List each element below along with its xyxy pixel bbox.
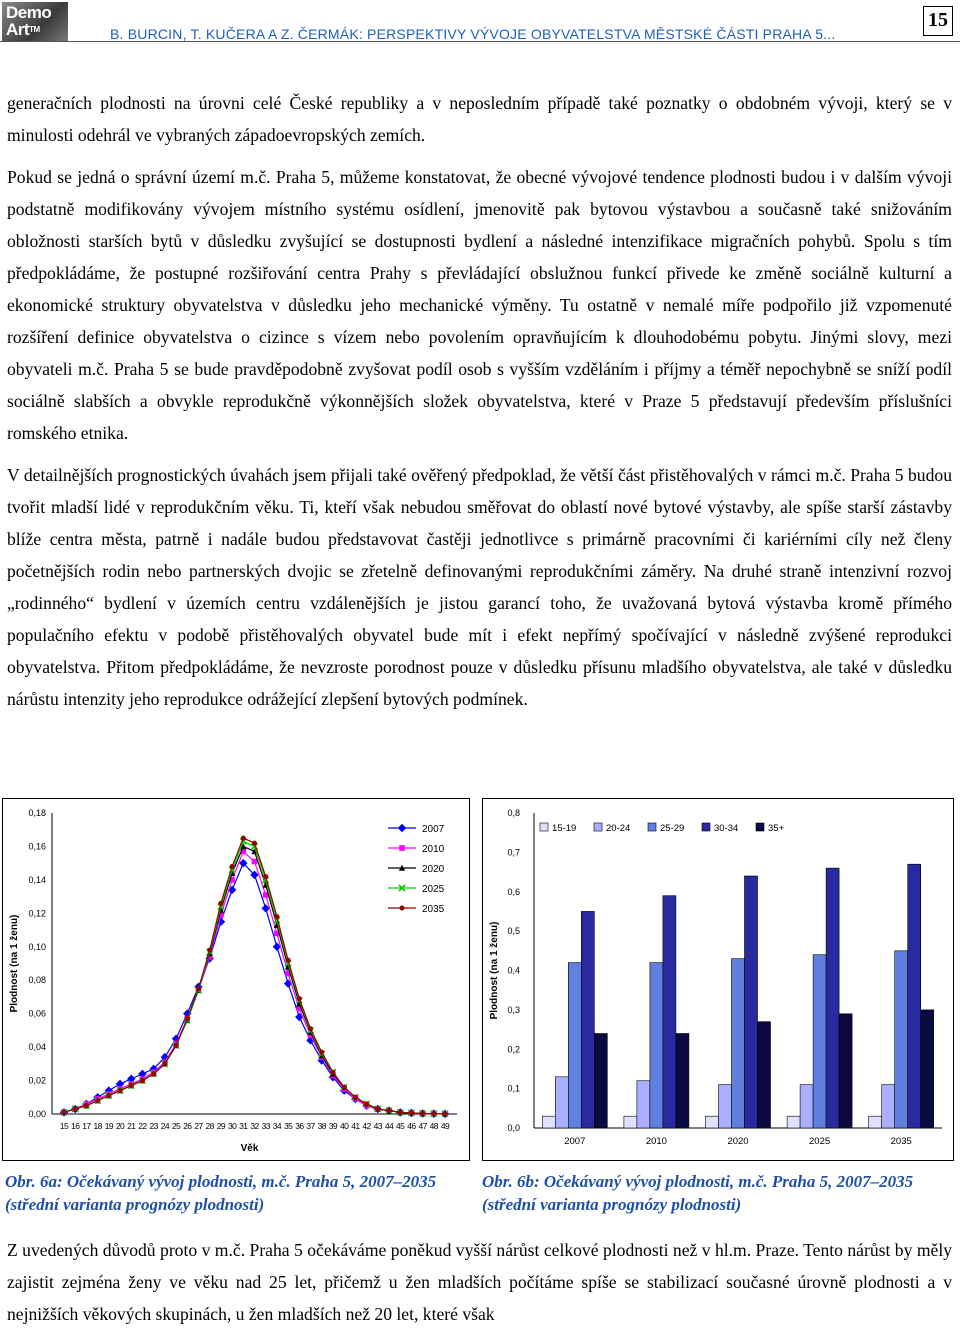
- data-point-2035: [129, 1083, 134, 1088]
- legend-label-2035: 2035: [422, 904, 445, 915]
- x-tick-label-a: 27: [194, 1121, 203, 1131]
- y-tick-label-b: 0,7: [507, 847, 520, 858]
- x-tick-label-a: 35: [283, 1121, 293, 1131]
- y-tick-label-b: 0,8: [507, 808, 520, 818]
- x-tick-label-b: 2010: [645, 1136, 667, 1147]
- bar-20-24-2025: [800, 1085, 813, 1128]
- y-tick-label-b: 0,0: [507, 1123, 520, 1133]
- data-point-2035: [151, 1071, 156, 1076]
- legend-label-2025: 2025: [422, 884, 445, 895]
- legend-swatch-30-34: [702, 823, 710, 831]
- data-point-2035: [330, 1070, 335, 1075]
- data-point-2035: [353, 1095, 358, 1100]
- header-rule: [0, 41, 960, 42]
- caption-6b: Obr. 6b: Očekávaný vývoj plodnosti, m.č. Praha 5, 2007–2035 (střední varianta prognózy plodnosti): [482, 1172, 914, 1214]
- paragraph-2: Pokud se jedná o správní území m.č. Praha 5, můžeme konstatovat, že obecné vývojové tendence plodnosti budou i v dalším vývoji podstatně modifikovány vývojem místního systému osídlení, jmenovitě pak bytovou výstavbou a současně také snižováním obložnosti starších bytů v důsledku zvyšující se dostupnosti bydlení a následné intenzifikace migračních pohybů. Spolu s tím předpokládáme, že postupné rozšiřování centra Prahy s převládající obslužnou funkcí přivede ke změně sociálně kulturní a ekonomické struktury obyvatelstva v důsledku jeho mechanické výměny. Tu ostatně v nemalé míře podpořilo již vzpomenuté rozšíření definice obyvatelstva o cizince s vízem nebo povolením opravňujícím k dlouhodobému pobytu. Jinými slovy, mezi obyvateli m.č. Praha 5 se bude pravděpodobně zvyšovat podíl osob s vyšším vzděláním i příjmy a téměř nepochybně se sníží podíl sociálně slabších a obvykle reprodukčně výkonnějších složek obyvatelstva, které v Praze 5 představují především příslušníci romského etnika.: [7, 167, 952, 443]
- data-point-2035: [409, 1110, 414, 1115]
- x-tick-label-b: 2007: [564, 1136, 586, 1147]
- figure-6b-chart: [482, 798, 954, 1161]
- data-point-2035: [62, 1110, 67, 1115]
- y-tick-label-a: 0,14: [28, 874, 46, 885]
- bar-35+-2010: [676, 1034, 689, 1129]
- body-text-bottom: [7, 1234, 952, 1330]
- legend-swatch-20-24: [594, 823, 602, 831]
- y-tick-label-b: 0,5: [507, 926, 520, 937]
- x-tick-label-a: 22: [138, 1121, 147, 1131]
- x-tick-label-a: 29: [216, 1121, 226, 1131]
- x-axis-label-a: Věk: [240, 1143, 259, 1154]
- body-text-top: [7, 87, 952, 715]
- x-tick-label-a: 16: [71, 1121, 80, 1131]
- x-tick-label-a: 38: [317, 1121, 326, 1131]
- bar-30-34-2020: [745, 876, 758, 1128]
- x-tick-label-a: 44: [384, 1121, 394, 1131]
- x-tick-label-a: 28: [205, 1121, 214, 1131]
- data-point-2035: [308, 1026, 313, 1031]
- data-point-2035: [342, 1085, 347, 1090]
- data-point-2035: [443, 1111, 448, 1116]
- y-tick-label-b: 0,6: [507, 886, 520, 897]
- y-tick-label-b: 0,1: [507, 1083, 520, 1094]
- x-tick-label-a: 34: [272, 1121, 282, 1131]
- x-tick-label-a: 18: [93, 1121, 102, 1131]
- x-tick-label-a: 21: [127, 1121, 136, 1131]
- data-point-2035: [297, 996, 302, 1001]
- y-tick-label-a: 0,06: [28, 1008, 46, 1019]
- legend-label-2020: 2020: [422, 864, 445, 875]
- bar-30-34-2010: [663, 896, 676, 1128]
- data-point-2035: [319, 1050, 324, 1055]
- bar-15-19-2007: [542, 1116, 555, 1128]
- data-point-2035: [230, 864, 235, 869]
- logo: Demo Art™: [2, 2, 68, 42]
- x-tick-label-a: 43: [373, 1121, 382, 1131]
- paragraph-3: V detailnějších prognostických úvahách jsem přijali také ověřený předpoklad, že větší část přistěhovalých v rámci m.č. Praha 5 budou tvořit mladší lidé v reprodukčním věku. Ti, kteří však nebudou směřovat do oblastí nové bytové výstavby, ale spíše starší zástavby blíže centra města, patrně i nadále budou představovat častěji jednotlivce s primárně pracovními či kariérními cíly než členy početnějších rodin nebo partnerských dvojic se zřetelně definovanými reprodukčními záměry. Na druhé straně intenzivní rozvoj „rodinného“ bydlení v územích centru vzdálenějších je jistou garancí toho, že uvažovaná bytová výstavba kromě přímého populačního efektu v podobě přistěhovalých obyvatel bude mít i efekt nepřímý spočívající v následně zvýšené reprodukci obyvatelstva. Přitom předpokládáme, že nevzroste porodnost pouze v důsledku přísunu mladšího obyvatelstva, ale také v důsledku nárůstu intenzity jeho reprodukce odrážející zlepšení bytových podmínek.: [7, 465, 952, 709]
- x-tick-label-a: 46: [407, 1121, 416, 1131]
- legend-swatch-35+: [756, 823, 764, 831]
- bar-35+-2025: [839, 1014, 852, 1128]
- y-axis-label-b: Plodnost (na 1 ženu): [489, 921, 500, 1020]
- y-tick-label-b: 0,4: [507, 965, 520, 976]
- x-tick-label-a: 45: [396, 1121, 405, 1131]
- y-tick-label-a: 0,16: [28, 841, 46, 852]
- x-tick-label-b: 2025: [809, 1136, 831, 1147]
- legend-label-2007: 2007: [422, 824, 445, 835]
- data-point-2035: [95, 1098, 100, 1103]
- legend-marker-2035: [400, 906, 405, 911]
- data-point-2035: [420, 1111, 425, 1116]
- x-tick-label-a: 41: [351, 1121, 360, 1131]
- data-point-2035: [398, 1110, 403, 1115]
- legend-label-15-19: 15-19: [552, 823, 577, 834]
- data-point-2035: [162, 1061, 167, 1066]
- bar-15-19-2010: [624, 1116, 637, 1128]
- bar-20-24-2007: [555, 1077, 568, 1128]
- x-tick-label-b: 2020: [727, 1136, 749, 1147]
- x-tick-label-a: 37: [306, 1121, 315, 1131]
- x-tick-label-a: 40: [340, 1121, 349, 1131]
- x-tick-label-a: 32: [250, 1121, 259, 1131]
- legend-swatch-15-19: [540, 823, 548, 831]
- x-tick-label-a: 39: [328, 1121, 338, 1131]
- bar-25-29-2020: [732, 959, 745, 1128]
- x-tick-label-a: 30: [227, 1121, 237, 1131]
- legend-marker-2010: [399, 845, 405, 851]
- y-tick-label-a: 0,04: [28, 1042, 46, 1053]
- x-tick-label-a: 42: [362, 1121, 371, 1131]
- figure-6a-chart: [2, 798, 470, 1161]
- bar-25-29-2010: [650, 963, 663, 1128]
- data-point-2035: [386, 1108, 391, 1113]
- data-point-2035: [84, 1103, 89, 1108]
- y-tick-label-a: 0,08: [28, 975, 46, 986]
- y-tick-label-a: 0,00: [28, 1109, 46, 1119]
- legend-swatch-25-29: [648, 823, 656, 831]
- y-tick-label-b: 0,2: [507, 1044, 520, 1055]
- bar-20-24-2020: [719, 1085, 732, 1128]
- bar-20-24-2010: [637, 1081, 650, 1128]
- legend-label-2010: 2010: [422, 844, 445, 855]
- bar-35+-2035: [921, 1010, 934, 1128]
- data-point-2035: [286, 958, 291, 963]
- data-point-2035: [218, 901, 223, 906]
- caption-6a: Obr. 6a: Očekávaný vývoj plodnosti, m.č. Praha 5, 2007–2035 (střední varianta prognózy plodnosti): [5, 1172, 437, 1214]
- data-point-2035: [263, 874, 268, 879]
- data-point-2035: [196, 986, 201, 991]
- data-point-2035: [274, 914, 279, 919]
- x-tick-label-a: 36: [295, 1121, 304, 1131]
- data-point-2010: [252, 859, 258, 865]
- data-point-2035: [140, 1078, 145, 1083]
- x-tick-label-a: 33: [261, 1121, 270, 1131]
- data-point-2035: [364, 1101, 369, 1106]
- x-tick-label-a: 26: [183, 1121, 192, 1131]
- data-point-2035: [431, 1111, 436, 1116]
- x-tick-label-a: 47: [418, 1121, 427, 1131]
- page-number: 15: [923, 6, 953, 36]
- data-point-2035: [375, 1106, 380, 1111]
- bar-30-34-2007: [581, 911, 594, 1128]
- x-tick-label-a: 49: [440, 1121, 450, 1131]
- data-point-2035: [106, 1093, 111, 1098]
- y-tick-label-a: 0,10: [28, 941, 46, 952]
- legend-label-30-34: 30-34: [714, 823, 739, 834]
- data-point-2035: [241, 836, 246, 841]
- x-tick-label-a: 25: [171, 1121, 181, 1131]
- bar-35+-2020: [758, 1022, 771, 1128]
- y-tick-label-b: 0,3: [507, 1004, 520, 1015]
- x-tick-label-b: 2035: [890, 1136, 912, 1147]
- y-tick-label-a: 0,12: [28, 908, 46, 919]
- bar-20-24-2035: [882, 1085, 895, 1128]
- bar-30-34-2035: [908, 864, 921, 1128]
- bar-35+-2007: [594, 1034, 607, 1129]
- y-axis-label-a: Plodnost (na 1 ženu): [9, 914, 20, 1013]
- x-tick-label-a: 31: [239, 1121, 248, 1131]
- x-tick-label-a: 23: [149, 1121, 158, 1131]
- x-tick-label-a: 20: [115, 1121, 125, 1131]
- bar-15-19-2035: [869, 1116, 882, 1128]
- legend-label-20-24: 20-24: [606, 823, 631, 834]
- paragraph-4: Z uvedených důvodů proto v m.č. Praha 5 očekáváme poněkud vyšší nárůst celkové plodnosti než v hl.m. Praze. Tento nárůst by měly zajistit zejména ženy ve věku nad 25 let, přičemž u žen mladších počítáme spíše se stabilizací současné úrovně plodnosti a v nejnižších věkových skupinách, u žen mladších než 20 let, které však: [7, 1240, 952, 1324]
- data-point-2035: [174, 1043, 179, 1048]
- data-point-2035: [185, 1016, 190, 1021]
- bar-25-29-2007: [568, 963, 581, 1128]
- bar-30-34-2025: [826, 868, 839, 1128]
- running-title: B. BURCIN, T. KUČERA A Z. ČERMÁK: PERSPEKTIVY VÝVOJE OBYVATELSTVA MĚSTSKÉ ČÁSTI PRAHA 5...: [110, 26, 836, 42]
- x-tick-label-a: 48: [429, 1121, 438, 1131]
- x-tick-label-a: 24: [160, 1121, 169, 1131]
- data-point-2035: [207, 948, 212, 953]
- y-tick-label-a: 0,02: [28, 1075, 46, 1086]
- bar-15-19-2025: [787, 1116, 800, 1128]
- x-tick-label-a: 17: [82, 1121, 91, 1131]
- paragraph-1: generačních plodnosti na úrovni celé České republiky a v neposledním případě také poznatky o obdobném vývoji, který se v minulosti odehrál ve vybraných západoevropských zemích.: [7, 93, 952, 145]
- bar-25-29-2025: [813, 955, 826, 1128]
- x-tick-label-a: 15: [59, 1121, 69, 1131]
- data-point-2035: [73, 1106, 78, 1111]
- bar-15-19-2020: [706, 1116, 719, 1128]
- x-tick-label-a: 19: [104, 1121, 113, 1131]
- data-point-2035: [252, 841, 257, 846]
- y-tick-label-a: 0,18: [28, 808, 46, 818]
- data-point-2035: [118, 1088, 123, 1093]
- legend-label-25-29: 25-29: [660, 823, 685, 834]
- legend-label-35+: 35+: [768, 823, 785, 834]
- bar-25-29-2035: [895, 951, 908, 1128]
